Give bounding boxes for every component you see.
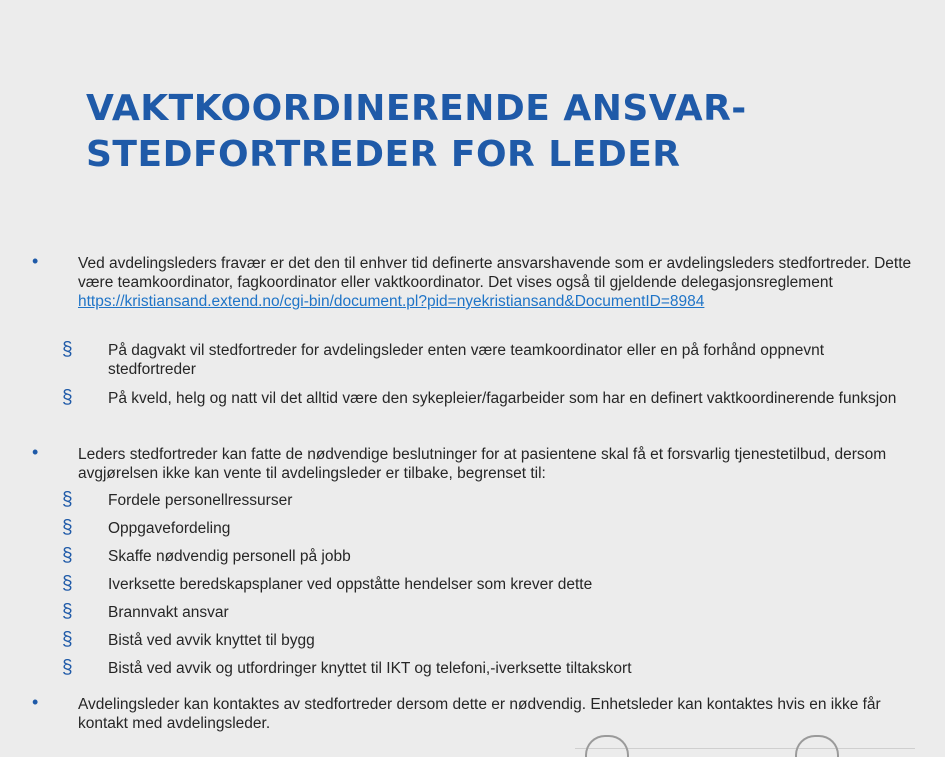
subbullet-text: Bistå ved avvik knyttet til bygg bbox=[108, 632, 315, 649]
bullet-marker: • bbox=[32, 692, 39, 712]
subbullet-item bbox=[62, 629, 898, 650]
subbullet-item bbox=[62, 517, 898, 538]
bullet-item bbox=[32, 442, 918, 483]
subbullet-text: Iverksette beredskapsplaner ved oppståtte hendelser som krever dette bbox=[108, 576, 593, 593]
subbullet-text: På kveld, helg og natt vil det alltid være den sykepleier/fagarbeider som har en definert vaktkoordinerende funksjon bbox=[108, 390, 897, 407]
delegation-rules-link[interactable]: https://kristiansand.extend.no/cgi-bin/document.pl?pid=nyekristiansand&DocumentID=8984 bbox=[78, 293, 705, 310]
bullet-text: Avdelingsleder kan kontaktes av stedfortreder dersom dette er nødvendig. Enhetsleder kan kontaktes hvis en ikke får kontakt med avdelingsleder. bbox=[78, 696, 881, 732]
subbullet-marker: § bbox=[62, 657, 73, 678]
subbullet-item bbox=[62, 601, 898, 622]
subbullet-marker: § bbox=[62, 387, 73, 408]
subbullet-item bbox=[62, 339, 898, 379]
subbullet-item bbox=[62, 387, 898, 408]
subbullet-text: Oppgavefordeling bbox=[108, 520, 231, 537]
subbullet-marker: § bbox=[62, 573, 73, 594]
subbullet-marker: § bbox=[62, 601, 73, 622]
bullet-text: Ved avdelingsleders fravær er det den til enhver tid definerte ansvarshavende som er avdelingsleders stedfortreder. Dette være teamkoordinator, fagkoordinator eller vaktkoordinator. Det vises også til gjeldende delegasjonsreglement bbox=[78, 255, 912, 291]
subbullet-text: Bistå ved avvik og utfordringer knyttet til IKT og telefoni,-iverksette tiltakskort bbox=[108, 660, 632, 677]
subbullet-marker: § bbox=[62, 517, 73, 538]
slide-title-line-2: STEDFORTREDER FOR LEDER bbox=[86, 134, 681, 175]
bullet-item bbox=[32, 251, 918, 311]
subbullet-marker: § bbox=[62, 545, 73, 566]
bullet-item bbox=[32, 692, 918, 733]
subbullet-item bbox=[62, 657, 898, 678]
subbullet-item bbox=[62, 545, 898, 566]
subbullet-text: Skaffe nødvendig personell på jobb bbox=[108, 548, 351, 565]
subbullet-item bbox=[62, 573, 898, 594]
subbullet-marker: § bbox=[62, 629, 73, 650]
subbullet-text: Fordele personellressurser bbox=[108, 492, 293, 509]
subbullet-text: På dagvakt vil stedfortreder for avdelingsleder enten være teamkoordinator eller en på forhånd oppnevnt stedfortreder bbox=[108, 342, 825, 378]
subbullet-item bbox=[62, 489, 898, 510]
subbullet-marker: § bbox=[62, 489, 73, 510]
subbullet-marker: § bbox=[62, 339, 73, 360]
bullet-text: Leders stedfortreder kan fatte de nødvendige beslutninger for at pasientene skal få et forsvarlig tjenestetilbud, dersom avgjørelsen ikke kan vente til avdelingsleder er tilbake, begrenset til: bbox=[78, 446, 887, 482]
slide-title-line-1: VAKTKOORDINERENDE ANSVAR- bbox=[86, 88, 747, 129]
bullet-marker: • bbox=[32, 251, 39, 271]
subbullet-text: Brannvakt ansvar bbox=[108, 604, 229, 621]
bullet-marker: • bbox=[32, 442, 39, 462]
